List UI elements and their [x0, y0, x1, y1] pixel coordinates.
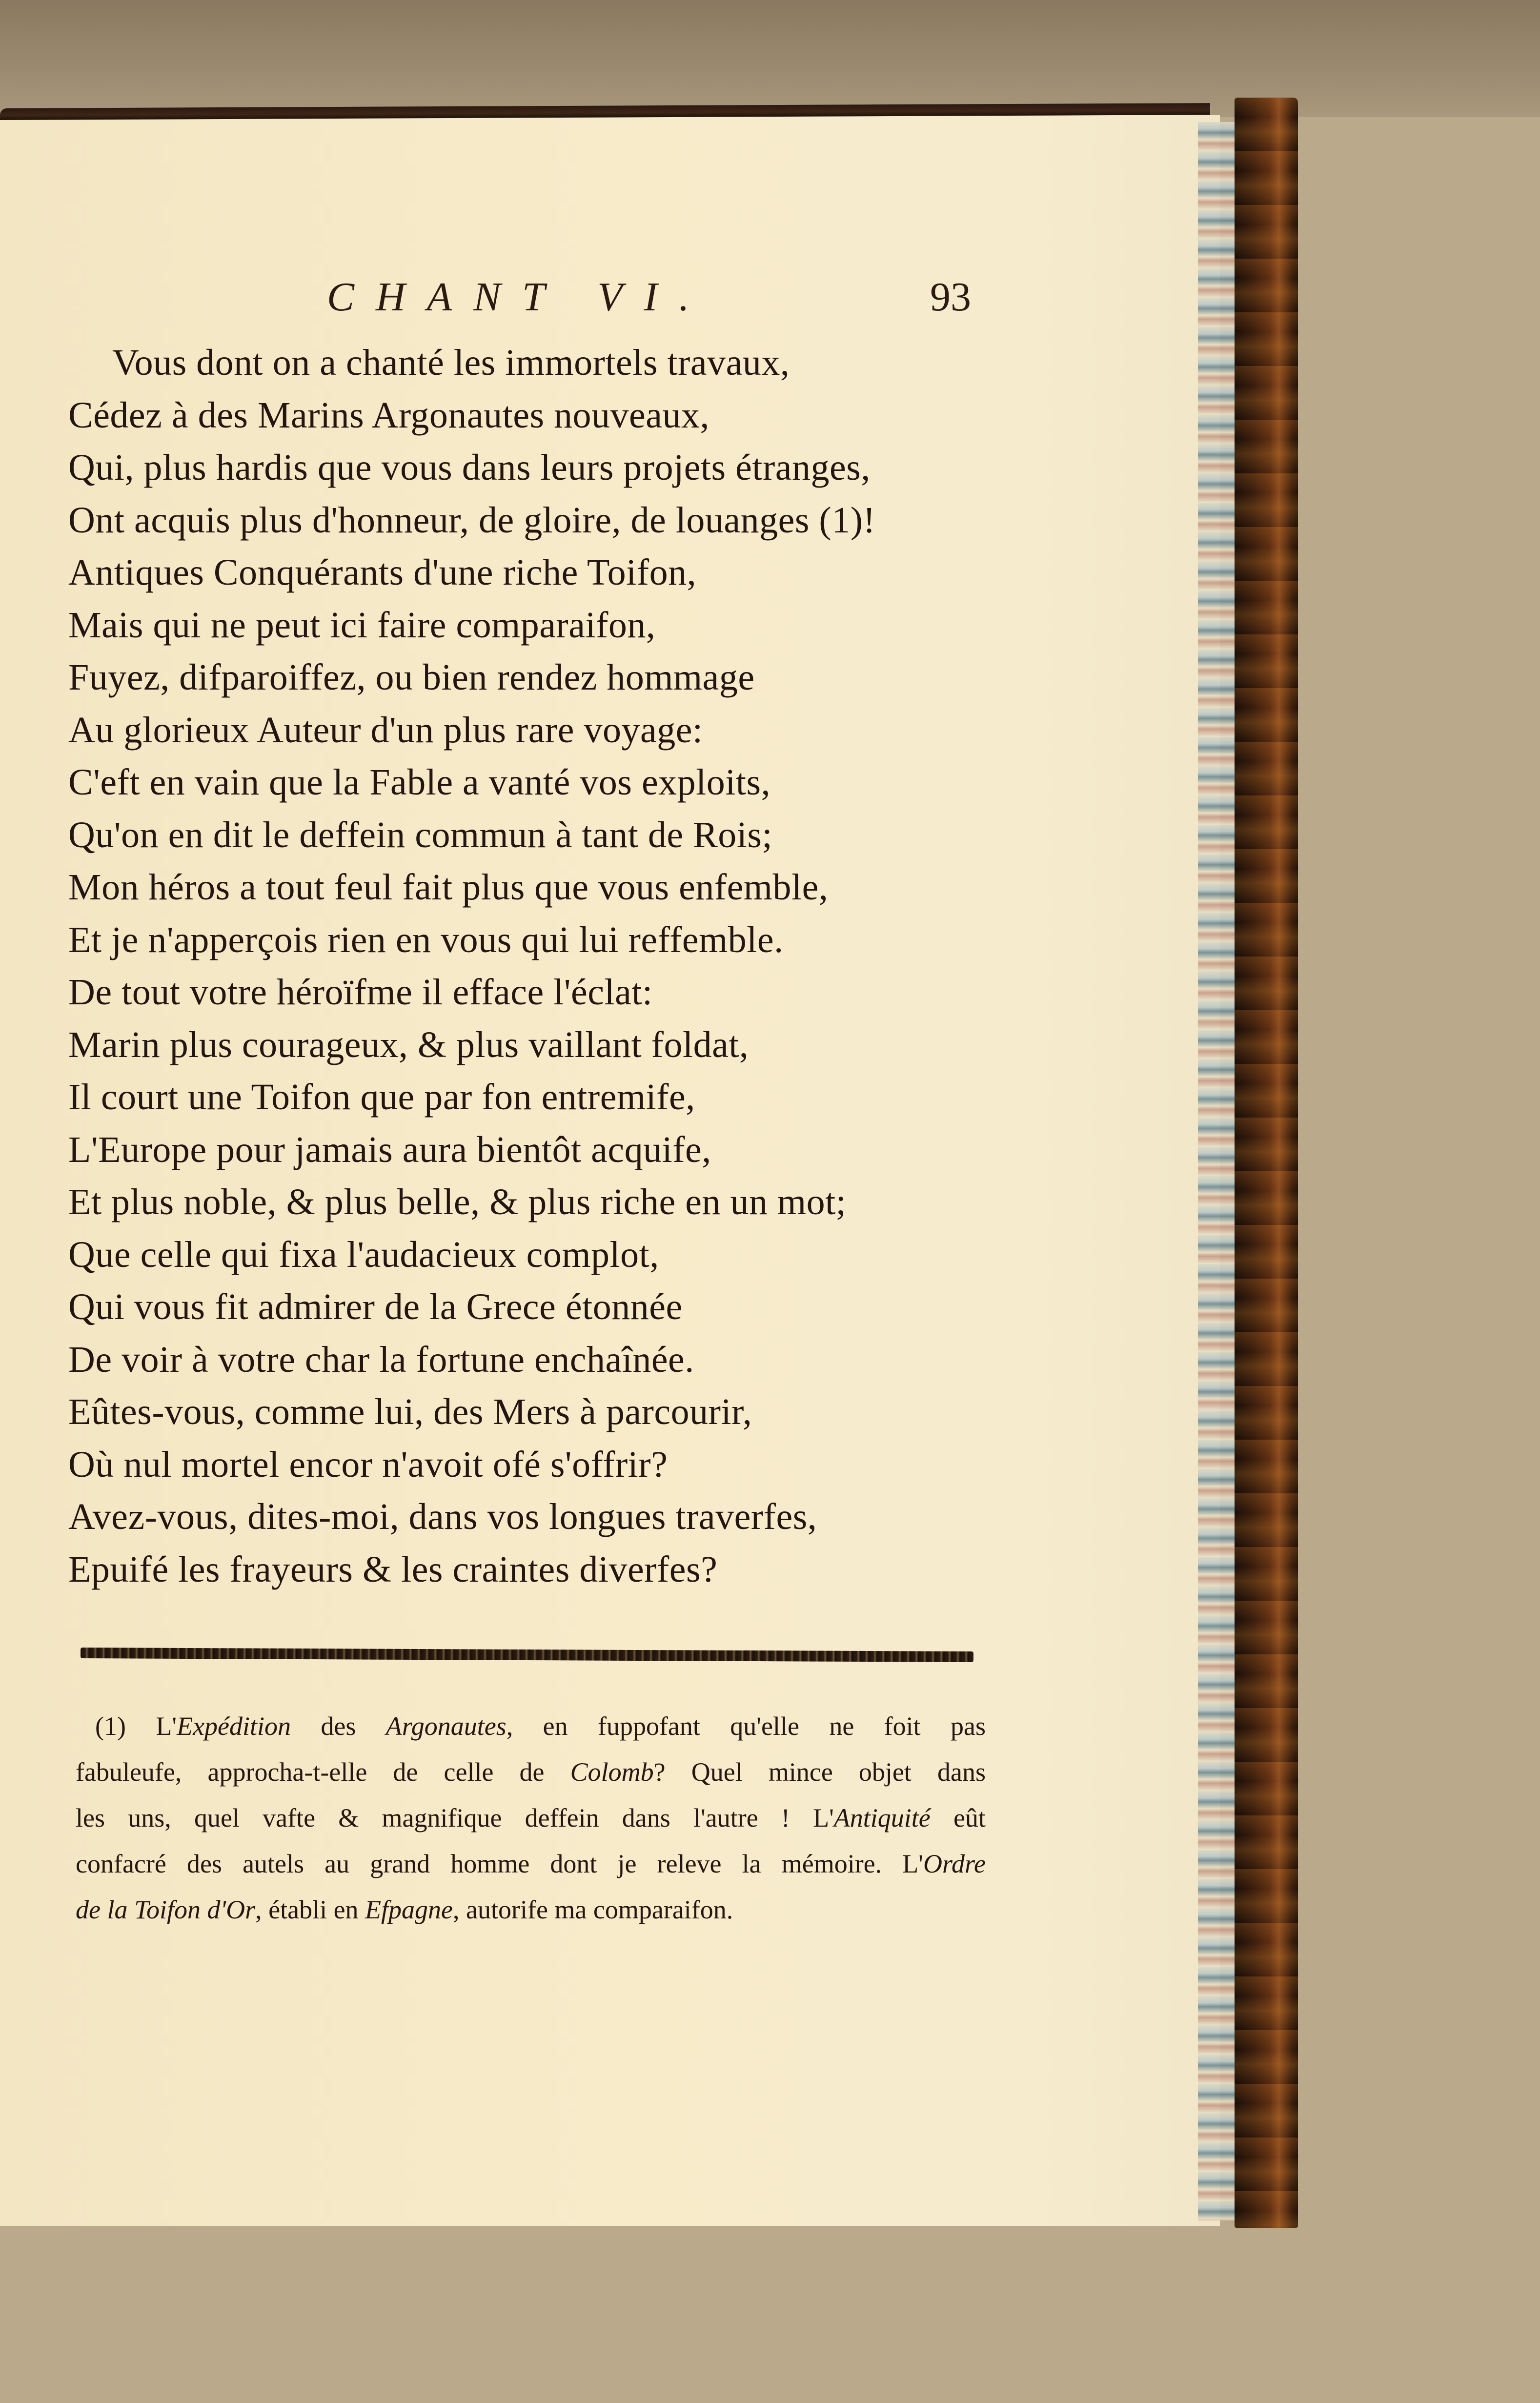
- verse-line: Mais qui ne peut ici faire comparaifon,: [68, 604, 656, 646]
- verse-line: Cédez à des Marins Argonautes nouveaux,: [68, 394, 709, 436]
- verse-line: Epuifé les frayeurs & les craintes diverfes?: [68, 1548, 718, 1590]
- footnote-line: (1) L'Expédition des Argonautes, en fuppofant qu'elle ne foit pas: [95, 1711, 986, 1741]
- leather-binding: [1235, 98, 1298, 2228]
- page-number: 93: [930, 274, 971, 320]
- footnote-marker: (1): [95, 1711, 126, 1741]
- verse-block: [68, 337, 995, 1596]
- footnote: [76, 1703, 986, 1933]
- verse-line: Qui, plus hardis que vous dans leurs projets étranges,: [68, 447, 871, 488]
- verse-line: Et je n'apperçois rien en vous qui lui reffemble.: [68, 919, 784, 960]
- verse-line: Eûtes-vous, comme lui, des Mers à parcourir,: [68, 1391, 752, 1432]
- verse-line: Vous dont on a chanté les immortels travaux,: [112, 342, 790, 383]
- verse-line: C'eft en vain que la Fable a vanté vos exploits,: [68, 762, 771, 803]
- verse-line: Marin plus courageux, & plus vaillant foldat,: [68, 1024, 749, 1065]
- footnote-line: les uns, quel vafte & magnifique deffein dans l'autre ! L'Antiquité eût: [76, 1803, 986, 1833]
- verse-line: Et plus noble, & plus belle, & plus riche en un mot;: [68, 1181, 847, 1222]
- verse-line: Ont acquis plus d'honneur, de gloire, de louanges (1)!: [68, 499, 876, 541]
- verse-line: Fuyez, difparoiffez, ou bien rendez hommage: [68, 657, 755, 698]
- verse-line: Qu'on en dit le deffein commun à tant de Rois;: [68, 814, 773, 855]
- verse-line: De voir à votre char la fortune enchaînée.: [68, 1339, 694, 1380]
- verse-line: Il court une Toifon que par fon entremife,: [68, 1077, 695, 1118]
- footnote-line: de la Toifon d'Or, établi en Efpagne, autorife ma comparaifon.: [76, 1895, 733, 1924]
- verse-line: Au glorieux Auteur d'un plus rare voyage:: [68, 709, 703, 751]
- running-head: [327, 273, 971, 332]
- verse-line: Antiques Conquérants d'une riche Toifon,: [68, 552, 697, 593]
- verse-line: Qui vous fit admirer de la Grece étonnée: [68, 1286, 683, 1327]
- verse-line: Avez-vous, dites-moi, dans vos longues traverfes,: [68, 1496, 817, 1537]
- verse-line: Que celle qui fixa l'audacieux complot,: [68, 1234, 659, 1275]
- footnote-line: confacré des autels au grand homme dont je releve la mémoire. L'Ordre: [76, 1849, 986, 1878]
- chapter-title: CHANT VI.: [327, 274, 711, 320]
- verse-line: L'Europe pour jamais aura bientôt acquife,: [68, 1129, 711, 1170]
- verse-line: Où nul mortel encor n'avoit ofé s'offrir?: [68, 1444, 668, 1485]
- verse-line: De tout votre héroïfme il efface l'éclat:: [68, 972, 653, 1013]
- background: [0, 0, 1540, 117]
- verse-line: Mon héros a tout feul fait plus que vous enfemble,: [68, 867, 829, 908]
- footnote-line: fabuleufe, approcha-t-elle de celle de Colomb? Quel mince objet dans: [76, 1757, 986, 1787]
